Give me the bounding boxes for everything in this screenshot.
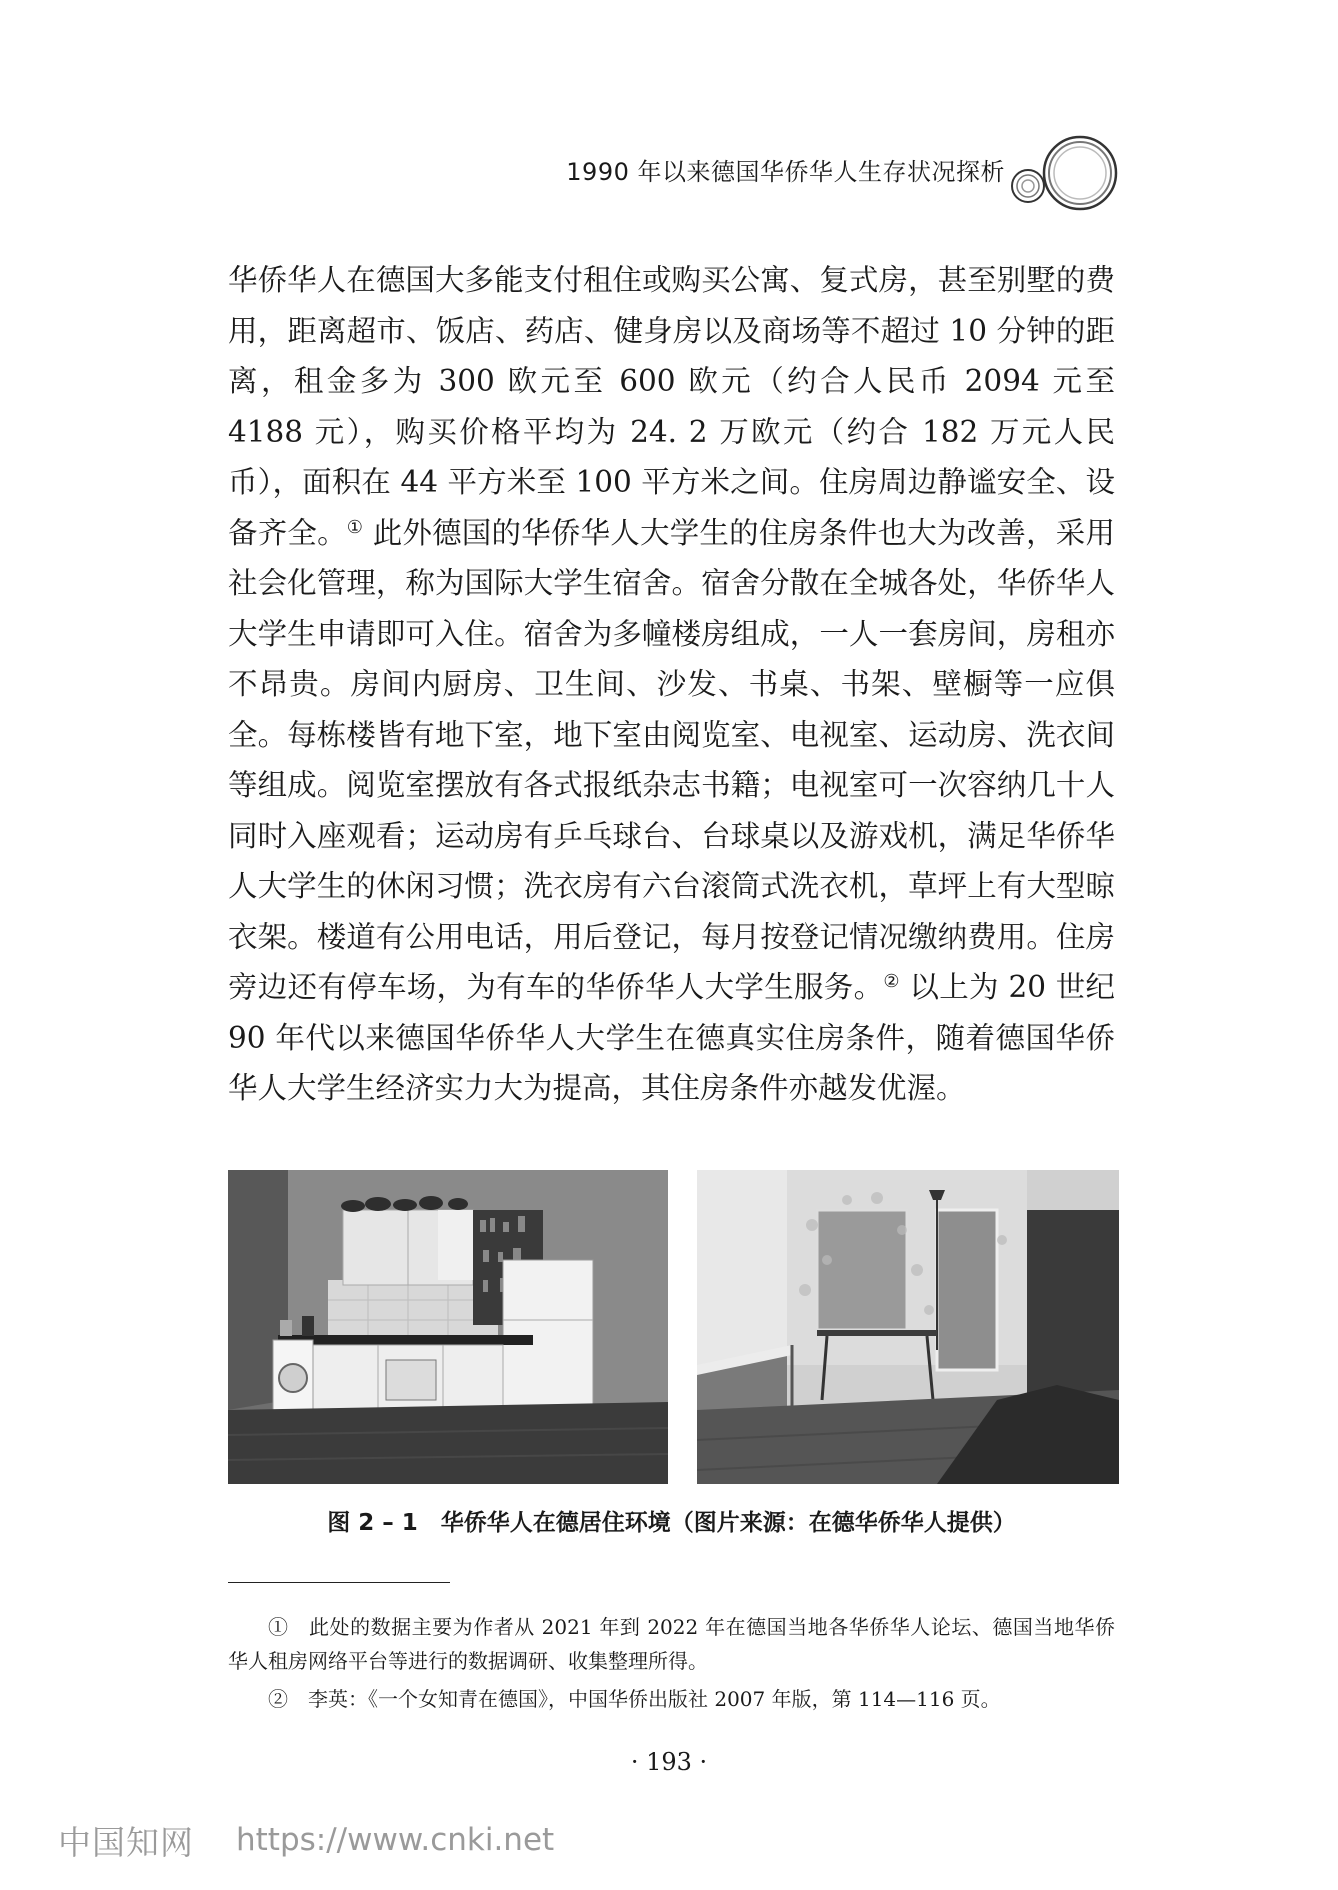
kitchen-photo (228, 1170, 668, 1484)
body-text-part1: 华侨华人在德国大多能支付租住或购买公寓、复式房，甚至别墅的费用，距离超市、饭店、药店、健身房以及商场等不超过 10 分钟的距离，租金多为 300 欧元至 600 欧元（约合人民币 2094 元至 4188 元），购买价格平均为 24. 2 万欧元（约合 182 万元人民币），面积在 44 平方米至 100 平方米之间。住房周边静谧安全、设备齐全。 (228, 263, 1115, 550)
body-paragraph (228, 255, 1115, 1114)
footnote-2: ② 李英：《一个女知青在德国》，中国华侨出版社 2007 年版，第 114—116 页。 (268, 1687, 1001, 1711)
footnote-ref-1[interactable]: ① (346, 516, 364, 538)
body-text-part3: 以上为 20 世纪 90 年代以来德国华侨华人大学生在德真实住房条件，随着德国华侨华人大学生经济实力大为提高，其住房条件亦越发优渥。 (228, 970, 1116, 1105)
watermark (58, 1818, 554, 1862)
watermark-url[interactable]: https://www.cnki.net (236, 1822, 555, 1858)
footnote-1: ① 此处的数据主要为作者从 2021 年到 2022 年在德国当地各华侨华人论坛、德国当地华侨华人租房网络平台等进行的数据调研、收集整理所得。 (228, 1615, 1115, 1673)
body-text-part2: 此外德国的华侨华人大学生的住房条件也大为改善，采用社会化管理，称为国际大学生宿舍。宿舍分散在全城各处，华侨华人大学生申请即可入住。宿舍为多幢楼房组成，一人一套房间，房租亦不昂贵。房间内厨房、卫生间、沙发、书桌、书架、壁橱等一应俱全。每栋楼皆有地下室，地下室由阅览室、电视室、运动房、洗衣间等组成。阅览室摆放有各式报纸杂志书籍；电视室可一次容纳几十人同时入座观看；运动房有乒乓球台、台球桌以及游戏机，满足华侨华人大学生的休闲习惯；洗衣房有六台滚筒式洗衣机，草坪上有大型晾衣架。楼道有公用电话，用后登记，每月按登记情况缴纳费用。住房旁边还有停车场，为有车的华侨华人大学生服务。 (228, 515, 1115, 1004)
bedroom-photo (697, 1170, 1119, 1484)
footnote-ref-2[interactable]: ② (883, 971, 900, 992)
watermark-brand: 中国知网 (58, 1822, 194, 1862)
footnote-divider (228, 1582, 450, 1583)
figure-caption: 图 2 – 1 华侨华人在德居住环境（图片来源：在德华侨华人提供） (327, 1510, 1016, 1536)
page-number: · 193 · (630, 1748, 708, 1776)
concentric-rings-icon (1000, 128, 1120, 218)
running-header-title: 1990 年以来德国华侨华人生存状况探析 (566, 158, 1005, 186)
footnotes (228, 1610, 1115, 1720)
